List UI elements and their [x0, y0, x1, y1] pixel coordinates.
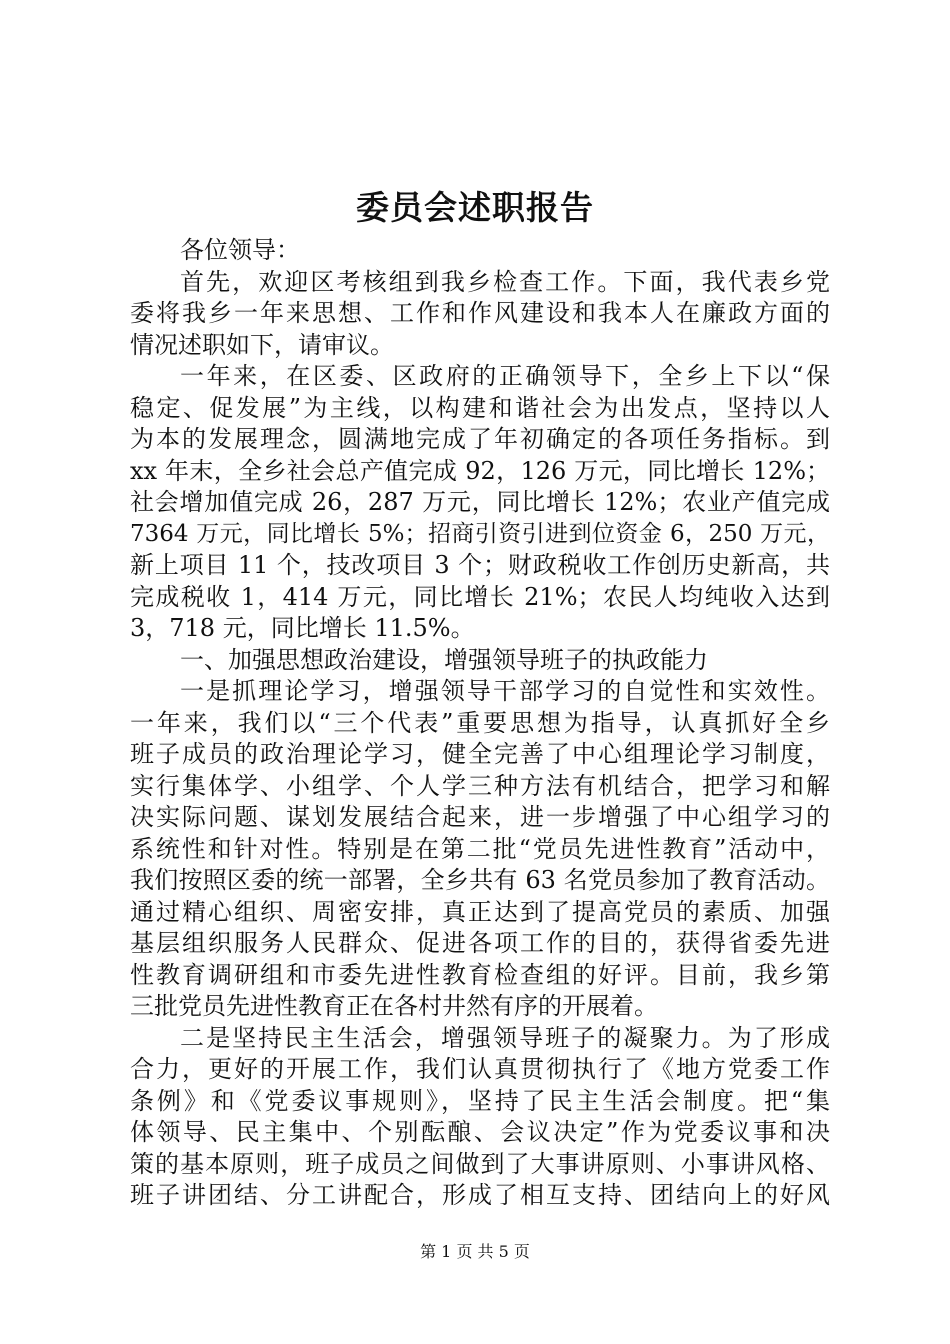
- text-line: 各位领导：: [180, 236, 300, 264]
- text-line: 性教育调研组和市委先进性教育检查组的好评。目前，我乡第: [130, 960, 830, 989]
- text-line: 通过精心组织、周密安排，真正达到了提高党员的素质、加强: [130, 897, 830, 926]
- text-line: 一是抓理论学习，增强领导干部学习的自觉性和实效性。: [180, 677, 830, 705]
- text-line: xx 年末，全乡社会总产值完成 92，126 万元，同比增长 12%；: [130, 456, 830, 485]
- text-line: 3，718 元，同比增长 11.5%。: [130, 614, 475, 642]
- text-line: 班子讲团结、分工讲配合，形成了相互支持、团结向上的好风: [130, 1181, 830, 1209]
- text-line: 条例》和《党委议事规则》，坚持了民主生活会制度。把“集: [130, 1086, 830, 1115]
- text-line: 完成税收 1，414 万元，同比增长 21%；农民人均纯收入达到: [130, 582, 830, 611]
- document-body: [130, 235, 830, 1212]
- text-line: 首先，欢迎区考核组到我乡检查工作。下面，我代表乡党: [180, 267, 830, 296]
- text-line: 体领导、民主集中、个别酝酿、会议决定”作为党委议事和决: [130, 1118, 830, 1146]
- text-line: 一年来，我们以“三个代表”重要思想为指导，认真抓好全乡: [130, 708, 830, 737]
- text-line: 我们按照区委的统一部署，全乡共有 63 名党员参加了教育活动。: [130, 866, 830, 894]
- text-line: 二是坚持民主生活会，增强领导班子的凝聚力。为了形成: [180, 1023, 830, 1052]
- text-line: 三批党员先进性教育正在各村井然有序的开展着。: [130, 992, 658, 1020]
- text-line: 新上项目 11 个，技改项目 3 个；财政税收工作创历史新高，共: [130, 551, 830, 579]
- page-footer: 第 1 页 共 5 页: [420, 1242, 530, 1261]
- text-line: 社会增加值完成 26，287 万元，同比增长 12%；农业产值完成: [130, 488, 830, 516]
- text-line: 合力，更好的开展工作，我们认真贯彻执行了《地方党委工作: [130, 1055, 830, 1083]
- text-line: 策的基本原则，班子成员之间做到了大事讲原则、小事讲风格、: [130, 1149, 830, 1178]
- text-line: 班子成员的政治理论学习，健全完善了中心组理论学习制度，: [130, 740, 830, 768]
- text-line: 系统性和针对性。特别是在第二批“党员先进性教育”活动中，: [130, 834, 830, 863]
- text-line: 委将我乡一年来思想、工作和作风建设和我本人在廉政方面的: [130, 299, 830, 327]
- text-line: 一年来，在区委、区政府的正确领导下，全乡上下以“保: [180, 362, 830, 390]
- text-line: 一、加强思想政治建设，增强领导班子的执政能力: [180, 645, 708, 674]
- text-line: 决实际问题、谋划发展结合起来，进一步增强了中心组学习的: [130, 803, 830, 831]
- document-title: 委员会述职报告: [356, 188, 594, 227]
- text-line: 实行集体学、小组学、个人学三种方法有机结合，把学习和解: [130, 771, 830, 800]
- text-line: 情况述职如下，请审议。: [130, 330, 394, 359]
- text-line: 基层组织服务人民群众、促进各项工作的目的，获得省委先进: [130, 929, 830, 957]
- text-line: 稳定、促发展”为主线，以构建和谐社会为出发点，坚持以人: [130, 393, 830, 422]
- text-line: 7364 万元，同比增长 5%；招商引资引进到位资金 6，250 万元，: [130, 520, 830, 547]
- text-line: 为本的发展理念，圆满地完成了年初确定的各项任务指标。到: [130, 425, 830, 453]
